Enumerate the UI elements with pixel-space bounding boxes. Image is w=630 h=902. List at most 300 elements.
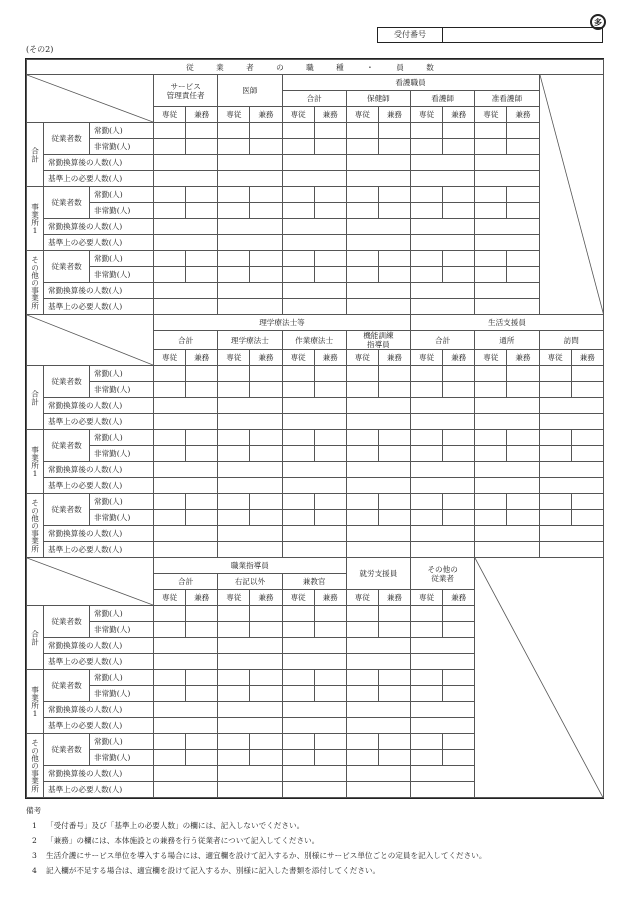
input-cell-merged[interactable] (282, 654, 346, 670)
input-cell[interactable] (475, 123, 507, 139)
input-cell[interactable] (250, 734, 282, 750)
input-cell[interactable] (378, 734, 410, 750)
input-cell-merged[interactable] (346, 478, 410, 494)
input-cell[interactable] (411, 510, 443, 526)
input-cell-merged[interactable] (475, 526, 539, 542)
input-cell-merged[interactable] (154, 171, 218, 187)
input-cell[interactable] (218, 510, 250, 526)
input-cell[interactable] (475, 430, 507, 446)
input-cell[interactable] (186, 494, 218, 510)
input-cell[interactable] (218, 734, 250, 750)
input-cell[interactable] (314, 187, 346, 203)
input-cell[interactable] (218, 139, 250, 155)
input-cell[interactable] (378, 494, 410, 510)
input-cell-merged[interactable] (218, 542, 282, 558)
input-cell-merged[interactable] (475, 478, 539, 494)
input-cell[interactable] (154, 251, 186, 267)
input-cell[interactable] (507, 251, 539, 267)
input-cell[interactable] (250, 203, 282, 219)
input-cell[interactable] (314, 430, 346, 446)
input-cell[interactable] (378, 446, 410, 462)
input-cell-merged[interactable] (475, 398, 539, 414)
input-cell[interactable] (282, 606, 314, 622)
input-cell[interactable] (507, 510, 539, 526)
input-cell-merged[interactable] (282, 766, 346, 782)
input-cell-merged[interactable] (475, 283, 539, 299)
input-cell[interactable] (154, 382, 186, 398)
input-cell[interactable] (411, 670, 443, 686)
input-cell[interactable] (411, 366, 443, 382)
input-cell-merged[interactable] (218, 235, 282, 251)
input-cell-merged[interactable] (539, 478, 603, 494)
input-cell-merged[interactable] (411, 235, 475, 251)
input-cell-merged[interactable] (218, 782, 282, 798)
input-cell[interactable] (346, 686, 378, 702)
input-cell-merged[interactable] (539, 462, 603, 478)
input-cell[interactable] (154, 494, 186, 510)
input-cell[interactable] (282, 203, 314, 219)
input-cell-merged[interactable] (346, 718, 410, 734)
input-cell[interactable] (282, 446, 314, 462)
input-cell[interactable] (154, 622, 186, 638)
input-cell-merged[interactable] (346, 235, 410, 251)
input-cell[interactable] (250, 366, 282, 382)
input-cell[interactable] (282, 494, 314, 510)
input-cell[interactable] (411, 686, 443, 702)
input-cell[interactable] (346, 430, 378, 446)
input-cell[interactable] (314, 606, 346, 622)
input-cell[interactable] (378, 203, 410, 219)
input-cell-merged[interactable] (411, 155, 475, 171)
input-cell[interactable] (250, 187, 282, 203)
input-cell[interactable] (539, 430, 571, 446)
input-cell[interactable] (154, 734, 186, 750)
input-cell-merged[interactable] (154, 654, 218, 670)
input-cell[interactable] (443, 446, 475, 462)
input-cell[interactable] (250, 382, 282, 398)
input-cell[interactable] (218, 267, 250, 283)
input-cell[interactable] (411, 251, 443, 267)
input-cell[interactable] (218, 123, 250, 139)
input-cell[interactable] (186, 670, 218, 686)
input-cell[interactable] (475, 187, 507, 203)
input-cell-merged[interactable] (282, 235, 346, 251)
input-cell[interactable] (346, 510, 378, 526)
input-cell[interactable] (154, 139, 186, 155)
input-cell[interactable] (314, 267, 346, 283)
input-cell[interactable] (378, 686, 410, 702)
input-cell[interactable] (443, 187, 475, 203)
input-cell-merged[interactable] (218, 638, 282, 654)
input-cell[interactable] (571, 494, 603, 510)
input-cell[interactable] (443, 606, 475, 622)
input-cell[interactable] (314, 251, 346, 267)
input-cell-merged[interactable] (346, 782, 410, 798)
input-cell[interactable] (186, 187, 218, 203)
receipt-number-field[interactable] (443, 28, 602, 42)
input-cell[interactable] (186, 382, 218, 398)
input-cell[interactable] (378, 606, 410, 622)
input-cell-merged[interactable] (218, 766, 282, 782)
input-cell[interactable] (539, 382, 571, 398)
input-cell[interactable] (378, 670, 410, 686)
input-cell-merged[interactable] (154, 219, 218, 235)
input-cell[interactable] (443, 366, 475, 382)
input-cell[interactable] (571, 510, 603, 526)
input-cell[interactable] (154, 123, 186, 139)
input-cell[interactable] (154, 203, 186, 219)
input-cell[interactable] (475, 382, 507, 398)
input-cell[interactable] (378, 750, 410, 766)
input-cell-merged[interactable] (154, 782, 218, 798)
input-cell[interactable] (154, 446, 186, 462)
input-cell[interactable] (218, 366, 250, 382)
input-cell[interactable] (154, 187, 186, 203)
input-cell[interactable] (346, 622, 378, 638)
input-cell[interactable] (571, 446, 603, 462)
input-cell-merged[interactable] (154, 638, 218, 654)
input-cell[interactable] (218, 382, 250, 398)
input-cell[interactable] (314, 734, 346, 750)
input-cell[interactable] (346, 123, 378, 139)
input-cell[interactable] (186, 430, 218, 446)
input-cell[interactable] (378, 510, 410, 526)
input-cell[interactable] (507, 139, 539, 155)
input-cell-merged[interactable] (346, 526, 410, 542)
input-cell-merged[interactable] (346, 414, 410, 430)
input-cell-merged[interactable] (282, 638, 346, 654)
input-cell[interactable] (475, 203, 507, 219)
input-cell[interactable] (507, 203, 539, 219)
input-cell[interactable] (507, 382, 539, 398)
input-cell-merged[interactable] (346, 638, 410, 654)
input-cell[interactable] (411, 267, 443, 283)
input-cell[interactable] (507, 187, 539, 203)
input-cell[interactable] (571, 382, 603, 398)
input-cell-merged[interactable] (539, 526, 603, 542)
input-cell-merged[interactable] (475, 235, 539, 251)
input-cell[interactable] (314, 670, 346, 686)
input-cell-merged[interactable] (346, 654, 410, 670)
input-cell-merged[interactable] (218, 478, 282, 494)
input-cell[interactable] (218, 251, 250, 267)
input-cell[interactable] (443, 123, 475, 139)
input-cell[interactable] (154, 430, 186, 446)
input-cell[interactable] (314, 686, 346, 702)
input-cell[interactable] (250, 430, 282, 446)
input-cell-merged[interactable] (539, 414, 603, 430)
input-cell[interactable] (154, 267, 186, 283)
input-cell-merged[interactable] (154, 398, 218, 414)
input-cell-merged[interactable] (346, 219, 410, 235)
input-cell[interactable] (154, 606, 186, 622)
input-cell-merged[interactable] (411, 171, 475, 187)
input-cell[interactable] (411, 123, 443, 139)
input-cell-merged[interactable] (346, 766, 410, 782)
input-cell[interactable] (282, 251, 314, 267)
input-cell-merged[interactable] (282, 398, 346, 414)
input-cell-merged[interactable] (218, 155, 282, 171)
input-cell-merged[interactable] (539, 398, 603, 414)
input-cell[interactable] (314, 139, 346, 155)
input-cell[interactable] (282, 366, 314, 382)
input-cell[interactable] (314, 622, 346, 638)
input-cell[interactable] (314, 366, 346, 382)
input-cell[interactable] (378, 251, 410, 267)
input-cell[interactable] (475, 510, 507, 526)
input-cell[interactable] (411, 750, 443, 766)
input-cell-merged[interactable] (346, 283, 410, 299)
input-cell[interactable] (378, 382, 410, 398)
input-cell[interactable] (314, 494, 346, 510)
input-cell[interactable] (154, 750, 186, 766)
input-cell[interactable] (346, 606, 378, 622)
input-cell-merged[interactable] (154, 462, 218, 478)
input-cell-merged[interactable] (218, 398, 282, 414)
input-cell[interactable] (539, 494, 571, 510)
input-cell[interactable] (250, 139, 282, 155)
input-cell[interactable] (411, 187, 443, 203)
input-cell[interactable] (443, 203, 475, 219)
input-cell[interactable] (507, 430, 539, 446)
input-cell[interactable] (250, 622, 282, 638)
input-cell-merged[interactable] (411, 283, 475, 299)
input-cell-merged[interactable] (218, 283, 282, 299)
input-cell[interactable] (443, 670, 475, 686)
input-cell[interactable] (250, 510, 282, 526)
input-cell[interactable] (475, 139, 507, 155)
input-cell[interactable] (282, 139, 314, 155)
input-cell[interactable] (186, 139, 218, 155)
input-cell[interactable] (282, 123, 314, 139)
input-cell[interactable] (378, 430, 410, 446)
input-cell[interactable] (154, 510, 186, 526)
input-cell[interactable] (346, 734, 378, 750)
input-cell[interactable] (186, 446, 218, 462)
input-cell[interactable] (282, 734, 314, 750)
input-cell[interactable] (218, 686, 250, 702)
input-cell-merged[interactable] (282, 782, 346, 798)
input-cell[interactable] (475, 251, 507, 267)
input-cell[interactable] (186, 251, 218, 267)
input-cell[interactable] (186, 622, 218, 638)
input-cell[interactable] (250, 686, 282, 702)
input-cell[interactable] (443, 750, 475, 766)
input-cell[interactable] (186, 366, 218, 382)
input-cell[interactable] (507, 267, 539, 283)
input-cell[interactable] (218, 750, 250, 766)
input-cell[interactable] (218, 446, 250, 462)
input-cell-merged[interactable] (411, 299, 475, 315)
input-cell[interactable] (218, 606, 250, 622)
input-cell-merged[interactable] (218, 654, 282, 670)
input-cell-merged[interactable] (154, 702, 218, 718)
input-cell[interactable] (571, 430, 603, 446)
input-cell[interactable] (507, 446, 539, 462)
input-cell[interactable] (186, 267, 218, 283)
input-cell-merged[interactable] (282, 171, 346, 187)
input-cell-merged[interactable] (218, 299, 282, 315)
input-cell-merged[interactable] (154, 283, 218, 299)
input-cell[interactable] (282, 510, 314, 526)
input-cell-merged[interactable] (411, 414, 475, 430)
input-cell[interactable] (346, 670, 378, 686)
input-cell[interactable] (346, 382, 378, 398)
input-cell[interactable] (186, 750, 218, 766)
input-cell[interactable] (282, 622, 314, 638)
input-cell-merged[interactable] (154, 718, 218, 734)
input-cell-merged[interactable] (218, 526, 282, 542)
input-cell-merged[interactable] (475, 542, 539, 558)
input-cell[interactable] (250, 494, 282, 510)
input-cell[interactable] (250, 670, 282, 686)
input-cell-merged[interactable] (346, 542, 410, 558)
input-cell-merged[interactable] (411, 782, 475, 798)
input-cell-merged[interactable] (411, 219, 475, 235)
input-cell-merged[interactable] (282, 478, 346, 494)
input-cell[interactable] (346, 203, 378, 219)
input-cell[interactable] (507, 494, 539, 510)
input-cell[interactable] (443, 382, 475, 398)
input-cell-merged[interactable] (475, 171, 539, 187)
input-cell-merged[interactable] (346, 299, 410, 315)
input-cell[interactable] (378, 123, 410, 139)
input-cell[interactable] (282, 670, 314, 686)
input-cell-merged[interactable] (411, 638, 475, 654)
input-cell-merged[interactable] (475, 414, 539, 430)
input-cell[interactable] (571, 366, 603, 382)
input-cell[interactable] (411, 139, 443, 155)
input-cell[interactable] (154, 670, 186, 686)
input-cell[interactable] (282, 267, 314, 283)
input-cell[interactable] (314, 750, 346, 766)
input-cell-merged[interactable] (218, 219, 282, 235)
input-cell-merged[interactable] (154, 766, 218, 782)
input-cell[interactable] (411, 606, 443, 622)
input-cell[interactable] (250, 446, 282, 462)
input-cell[interactable] (411, 446, 443, 462)
input-cell-merged[interactable] (154, 542, 218, 558)
input-cell-merged[interactable] (475, 462, 539, 478)
input-cell[interactable] (539, 510, 571, 526)
input-cell[interactable] (507, 366, 539, 382)
input-cell[interactable] (218, 187, 250, 203)
input-cell[interactable] (186, 510, 218, 526)
input-cell[interactable] (346, 251, 378, 267)
input-cell[interactable] (154, 366, 186, 382)
input-cell[interactable] (346, 187, 378, 203)
input-cell-merged[interactable] (282, 702, 346, 718)
input-cell-merged[interactable] (218, 718, 282, 734)
input-cell[interactable] (250, 606, 282, 622)
input-cell[interactable] (411, 203, 443, 219)
input-cell-merged[interactable] (154, 526, 218, 542)
input-cell-merged[interactable] (154, 299, 218, 315)
input-cell[interactable] (411, 734, 443, 750)
input-cell[interactable] (346, 750, 378, 766)
input-cell[interactable] (443, 622, 475, 638)
input-cell[interactable] (282, 187, 314, 203)
input-cell[interactable] (186, 606, 218, 622)
input-cell[interactable] (282, 750, 314, 766)
input-cell[interactable] (282, 382, 314, 398)
input-cell[interactable] (411, 382, 443, 398)
input-cell-merged[interactable] (218, 702, 282, 718)
input-cell[interactable] (346, 366, 378, 382)
input-cell-merged[interactable] (411, 766, 475, 782)
input-cell[interactable] (539, 446, 571, 462)
input-cell-merged[interactable] (411, 702, 475, 718)
input-cell[interactable] (250, 750, 282, 766)
input-cell-merged[interactable] (346, 398, 410, 414)
input-cell[interactable] (378, 267, 410, 283)
input-cell[interactable] (186, 203, 218, 219)
input-cell[interactable] (378, 187, 410, 203)
input-cell[interactable] (443, 251, 475, 267)
input-cell-merged[interactable] (282, 283, 346, 299)
input-cell-merged[interactable] (154, 235, 218, 251)
input-cell[interactable] (411, 430, 443, 446)
input-cell[interactable] (443, 139, 475, 155)
input-cell[interactable] (539, 366, 571, 382)
input-cell-merged[interactable] (282, 542, 346, 558)
input-cell-merged[interactable] (154, 414, 218, 430)
input-cell[interactable] (378, 622, 410, 638)
input-cell[interactable] (443, 267, 475, 283)
input-cell[interactable] (314, 382, 346, 398)
input-cell-merged[interactable] (411, 398, 475, 414)
input-cell-merged[interactable] (282, 155, 346, 171)
input-cell[interactable] (475, 446, 507, 462)
input-cell[interactable] (314, 446, 346, 462)
input-cell-merged[interactable] (411, 542, 475, 558)
input-cell[interactable] (378, 139, 410, 155)
input-cell[interactable] (218, 494, 250, 510)
input-cell[interactable] (475, 267, 507, 283)
input-cell-merged[interactable] (475, 155, 539, 171)
input-cell[interactable] (218, 203, 250, 219)
input-cell-merged[interactable] (154, 155, 218, 171)
input-cell[interactable] (475, 366, 507, 382)
input-cell[interactable] (154, 686, 186, 702)
input-cell[interactable] (346, 267, 378, 283)
input-cell[interactable] (411, 622, 443, 638)
input-cell[interactable] (218, 622, 250, 638)
input-cell[interactable] (346, 446, 378, 462)
input-cell[interactable] (411, 494, 443, 510)
input-cell[interactable] (346, 494, 378, 510)
input-cell[interactable] (186, 123, 218, 139)
input-cell[interactable] (250, 123, 282, 139)
input-cell[interactable] (218, 670, 250, 686)
input-cell[interactable] (507, 123, 539, 139)
input-cell-merged[interactable] (411, 462, 475, 478)
input-cell-merged[interactable] (346, 171, 410, 187)
input-cell-merged[interactable] (218, 462, 282, 478)
input-cell[interactable] (282, 686, 314, 702)
input-cell[interactable] (475, 494, 507, 510)
input-cell-merged[interactable] (346, 462, 410, 478)
input-cell[interactable] (443, 734, 475, 750)
input-cell-merged[interactable] (282, 718, 346, 734)
input-cell[interactable] (250, 267, 282, 283)
input-cell-merged[interactable] (475, 219, 539, 235)
input-cell[interactable] (314, 510, 346, 526)
input-cell-merged[interactable] (282, 462, 346, 478)
input-cell-merged[interactable] (154, 478, 218, 494)
input-cell-merged[interactable] (346, 702, 410, 718)
input-cell-merged[interactable] (411, 478, 475, 494)
